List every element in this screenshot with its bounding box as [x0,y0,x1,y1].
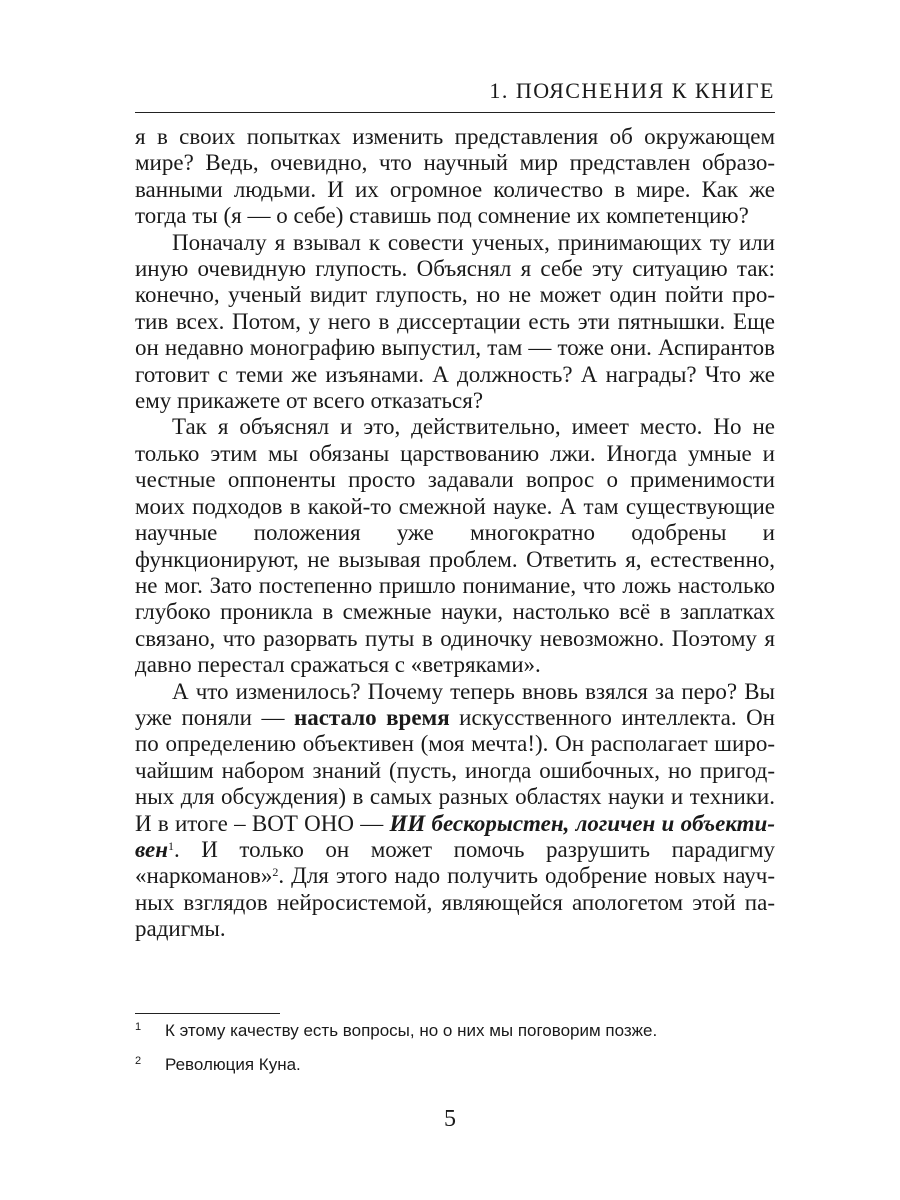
paragraph-4-text-b: искусственного интеллекта. Он по определению объективен (моя мечта!). Он располагает широчайшим набором знаний (пусть, иногда ошибочных, но пригодных для обсуждения) в самых разных областях науки и техники. И в итоге – ВОТ ОНО — [135,704,775,836]
running-head: 1. ПОЯСНЕНИЯ К КНИГЕ [489,78,775,103]
footnotes [135,1018,775,1086]
body-text [135,124,775,943]
paragraph-1: я в своих попытках изменить представления об окружающем мире? Ведь, очевидно, что научный мир представлен образованными людьми. И их огромное количество в мире. Как же тогда ты (я — о себе) ставишь под сомнение их компетенцию? [135,124,775,229]
paragraph-4-text-c: . И только он может помочь разрушить парадигму «наркоманов» [135,836,775,889]
footnote-rule [135,1013,280,1014]
footnote-ref-1[interactable]: 1 [167,838,174,853]
paragraph-4-text-a: А что изменилось? Почему теперь вновь взялся за перо? Вы уже поняли — [135,678,775,730]
footnote-number: 2 [135,1055,142,1067]
emphasis-bold: настало время [293,704,450,730]
footnote-text: К этому качеству есть вопросы, но о них мы поговорим позже. [165,1021,658,1040]
footnote-item [135,1052,775,1086]
footnote-ref-2[interactable]: 2 [272,865,279,880]
page-number: 5 [444,1106,456,1132]
paragraph-2: Поначалу я взывал к совести ученых, принимающих ту или иную очевидную глупость. Объяснял я себе эту ситуацию так: конечно, ученый видит глупость, но не может один пойти против всех. Потом, у него в диссертации есть эти пятнышки. Еще он недавно монографию выпустил, там — тоже они. Аспирантов готовит с теми же изъянами. А должность? А награды? Что же ему прикажете от всего отказаться? [135,229,775,414]
paragraph-3: Так я объяснял и это, действительно, имеет место. Но не только этим мы обязаны царствованию лжи. Иногда умные и честные оппоненты просто задавали вопрос о применимости моих подходов в какой-то смежной науке. А там существующие научные положения уже многократно одобрены и функционируют, не вызывая проблем. Ответить я, естественно, не мог. Зато постепенно пришло понимание, что ложь настолько глубоко проникла в смежные науки, настолько всё в заплатках связано, что разорвать путы в одиночку невозможно. Поэтому я давно перестал сражаться с «ветряками». [135,414,775,678]
footnote-number: 1 [135,1021,142,1033]
emphasis-bold-italic: ИИ бескорыстен, логичен и объективен [135,810,776,862]
footnote-text: Революция Куна. [165,1055,301,1074]
footnote-item [135,1018,775,1052]
paragraph-4 [135,679,775,943]
header-rule [135,112,775,113]
paragraph-4-text-d: . Для этого надо получить одобрение новых научных взглядов нейросистемой, являющейся апологетом этой парадигмы. [135,863,775,942]
